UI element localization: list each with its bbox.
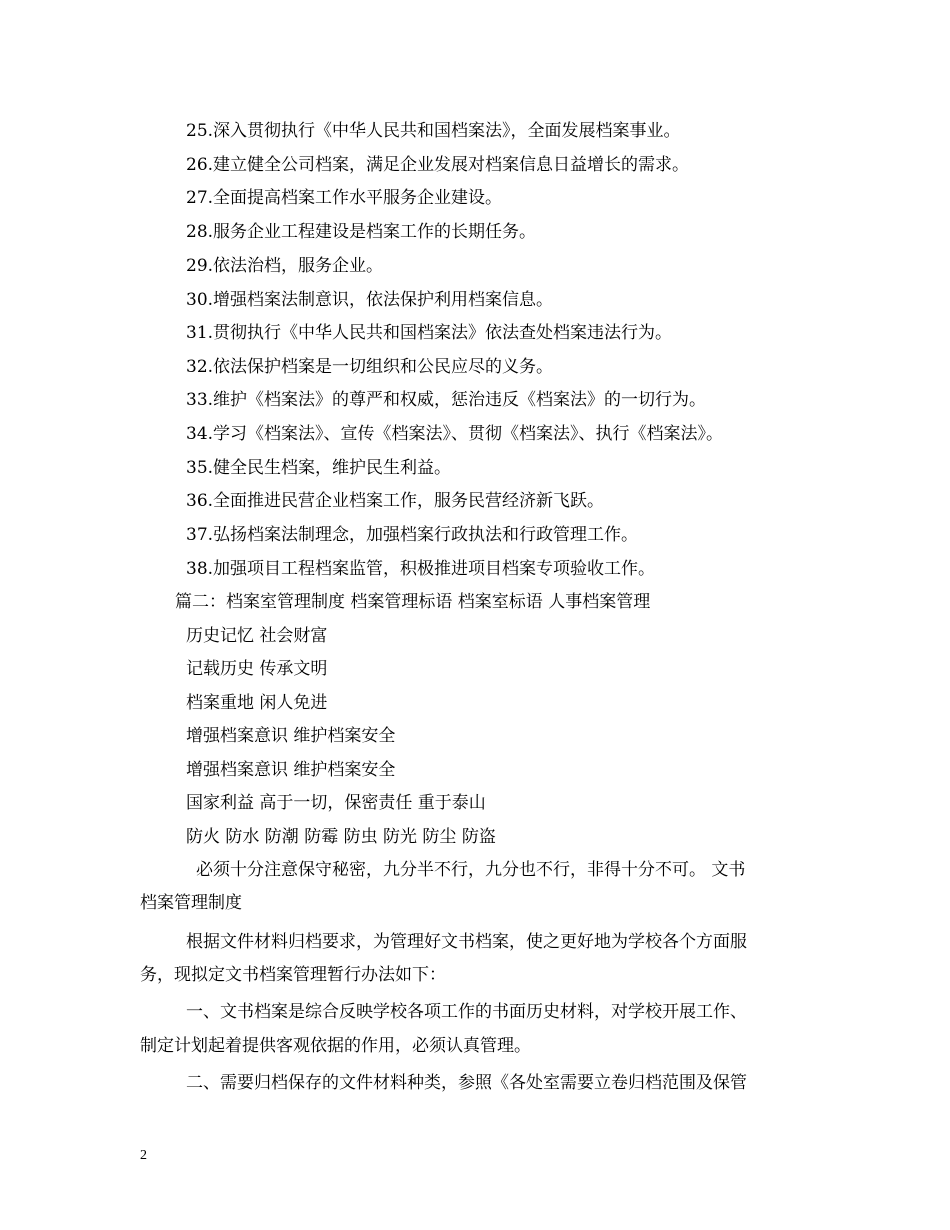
slogan-33: 33.维护《档案法》的尊严和权威，惩治违反《档案法》的一切行为。 (186, 390, 707, 410)
room-slogan: 历史记忆 社会财富 (186, 626, 328, 646)
slogan-27: 27.全面提高档案工作水平服务企业建设。 (186, 188, 503, 208)
paragraph-line: 根据文件材料归档要求，为管理好文书档案，使之更好地为学校各个方面服 (186, 932, 747, 952)
slogan-38: 38.加强项目工程档案监管，积极推进项目档案专项验收工作。 (186, 559, 656, 579)
room-slogan: 防火 防水 防潮 防霉 防虫 防光 防尘 防盗 (186, 827, 496, 847)
quote-line: 档案管理制度 (140, 893, 242, 913)
paragraph-line: 二、需要归档保存的文件材料种类，参照《各处室需要立卷归档范围及保管 (186, 1073, 747, 1093)
slogan-28: 28.服务企业工程建设是档案工作的长期任务。 (186, 222, 537, 242)
slogan-36: 36.全面推进民营企业档案工作，服务民营经济新飞跃。 (186, 491, 605, 511)
room-slogan: 增强档案意识 维护档案安全 (186, 760, 396, 780)
room-slogan: 记载历史 传承文明 (186, 659, 328, 679)
slogan-34: 34.学习《档案法》、宣传《档案法》、贯彻《档案法》、执行《档案法》。 (186, 424, 724, 444)
slogan-35: 35.健全民生档案，维护民生利益。 (186, 458, 452, 478)
slogan-37: 37.弘扬档案法制理念，加强档案行政执法和行政管理工作。 (186, 525, 639, 545)
slogan-30: 30.增强档案法制意识，依法保护利用档案信息。 (186, 290, 554, 310)
slogan-29: 29.依法治档，服务企业。 (186, 256, 384, 276)
page-number: 2 (140, 1148, 147, 1163)
room-slogan: 国家利益 高于一切，保密责任 重于泰山 (186, 793, 486, 813)
room-slogan: 档案重地 闲人免进 (186, 693, 328, 713)
paragraph-line: 一、文书档案是综合反映学校各项工作的书面历史材料，对学校开展工作、 (186, 1002, 747, 1022)
slogan-25: 25.深入贯彻执行《中华人民共和国档案法》，全面发展档案事业。 (186, 121, 681, 141)
slogan-32: 32.依法保护档案是一切组织和公民应尽的义务。 (186, 357, 554, 377)
section-heading: 篇二：档案室管理制度 档案管理标语 档案室标语 人事档案管理 (175, 592, 651, 612)
paragraph-line: 制定计划起着提供客观依据的作用，必须认真管理。 (140, 1036, 531, 1056)
quote-line: 必须十分注意保守秘密，九分半不行，九分也不行，非得十分不可。 文书 (196, 860, 746, 880)
room-slogan: 增强档案意识 维护档案安全 (186, 726, 396, 746)
paragraph-line: 务，现拟定文书档案管理暂行办法如下： (140, 965, 446, 985)
slogan-26: 26.建立健全公司档案，满足企业发展对档案信息日益增长的需求。 (186, 155, 690, 175)
slogan-31: 31.贯彻执行《中华人民共和国档案法》依法查处档案违法行为。 (186, 323, 673, 343)
